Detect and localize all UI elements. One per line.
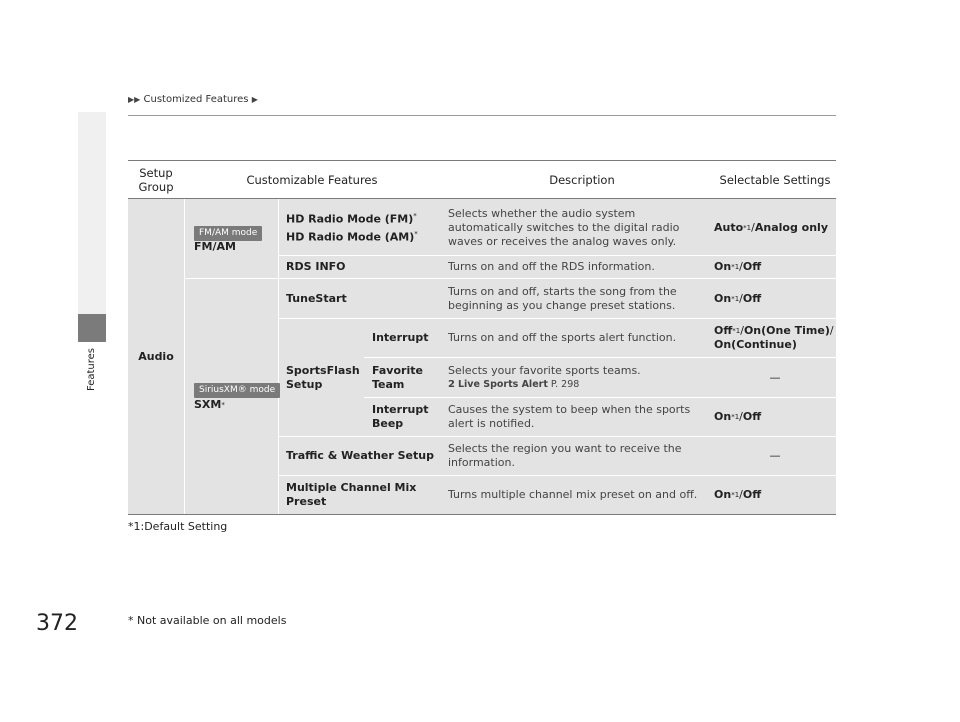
header-setup-group: Setup Group bbox=[138, 166, 174, 194]
column-divider bbox=[278, 199, 279, 514]
fm-am-label: FM/AM bbox=[194, 240, 236, 253]
multiple-channel-mix-settings: On *1 / Off bbox=[714, 488, 762, 501]
multiple-channel-mix-description: Turns multiple channel mix preset on and off. bbox=[448, 488, 698, 501]
sportsflash-setup-feature: SportsFlash Setup bbox=[286, 363, 360, 391]
favorite-team-settings: — bbox=[769, 370, 781, 384]
breadcrumb-arrow-icon: ▶ bbox=[251, 95, 258, 104]
side-tab-background bbox=[78, 112, 106, 342]
side-tab-marker bbox=[78, 314, 106, 342]
header-customizable-features: Customizable Features bbox=[246, 173, 378, 187]
interrupt-beep-subfeature: Interrupt Beep bbox=[372, 403, 429, 430]
header-description: Description bbox=[549, 173, 615, 187]
reference-arrow-icon: 2 bbox=[448, 378, 455, 390]
interrupt-description: Turns on and off the sports alert function. bbox=[448, 331, 677, 344]
side-tab-label: Features bbox=[86, 348, 97, 391]
header-divider bbox=[128, 115, 836, 116]
breadcrumb-arrow-icon: ▶▶ bbox=[128, 95, 141, 104]
traffic-weather-description: Selects the region you want to receive the information. bbox=[448, 442, 682, 469]
rds-info-description: Turns on and off the RDS information. bbox=[448, 260, 655, 273]
fm-am-mode-badge: FM/AM mode bbox=[194, 226, 262, 241]
tunestart-description: Turns on and off, starts the song from the beginning as you change preset stations. bbox=[448, 284, 677, 312]
hd-radio-am-label: HD Radio Mode (AM) bbox=[286, 230, 415, 244]
hd-radio-settings: Auto *1 / Analog only bbox=[714, 221, 828, 234]
rds-info-settings: On *1 / Off bbox=[714, 260, 762, 273]
header-selectable-settings: Selectable Settings bbox=[719, 173, 831, 187]
tunestart-settings: On *1 / Off bbox=[714, 291, 762, 305]
group-audio: Audio bbox=[138, 349, 174, 363]
hd-radio-description: Selects whether the audio system automatically switches to the digital radio waves or receives the analog waves only. bbox=[448, 207, 680, 248]
interrupt-beep-description: Causes the system to beep when the sports alert is notified. bbox=[448, 403, 691, 430]
sxm-label: SXM * bbox=[194, 398, 225, 411]
traffic-weather-settings: — bbox=[769, 449, 781, 462]
siriusxm-mode-badge: SiriusXM® mode bbox=[194, 383, 280, 398]
availability-note: * Not available on all models bbox=[128, 614, 287, 627]
column-divider bbox=[184, 199, 185, 514]
traffic-weather-setup-feature: Traffic & Weather Setup bbox=[286, 449, 434, 462]
hd-radio-mode-feature: HD Radio Mode (FM)* HD Radio Mode (AM)* bbox=[286, 212, 418, 244]
table-header bbox=[128, 160, 836, 199]
favorite-team-description: Selects your favorite sports teams. 2 Live Sports Alert P. 298 bbox=[448, 363, 641, 390]
interrupt-subfeature: Interrupt bbox=[372, 331, 429, 344]
breadcrumb-text: Customized Features bbox=[143, 94, 249, 105]
live-sports-alert-reference[interactable]: 2 Live Sports Alert P. 298 bbox=[448, 378, 580, 390]
default-setting-footnote: *1:Default Setting bbox=[128, 520, 228, 533]
multiple-channel-mix-preset-feature: Multiple Channel Mix Preset bbox=[286, 481, 417, 508]
rds-info-feature: RDS INFO bbox=[286, 260, 346, 273]
breadcrumb bbox=[128, 94, 258, 105]
favorite-team-subfeature: Favorite Team bbox=[372, 363, 423, 391]
interrupt-settings: Off *1 / On(One Time) / On(Continue) bbox=[714, 324, 834, 351]
interrupt-beep-settings: On *1 / Off bbox=[714, 410, 762, 423]
page-number: 372 bbox=[36, 611, 78, 636]
tunestart-feature: TuneStart bbox=[286, 291, 347, 305]
settings-table bbox=[128, 198, 836, 515]
hd-radio-fm-label: HD Radio Mode (FM) bbox=[286, 213, 414, 226]
